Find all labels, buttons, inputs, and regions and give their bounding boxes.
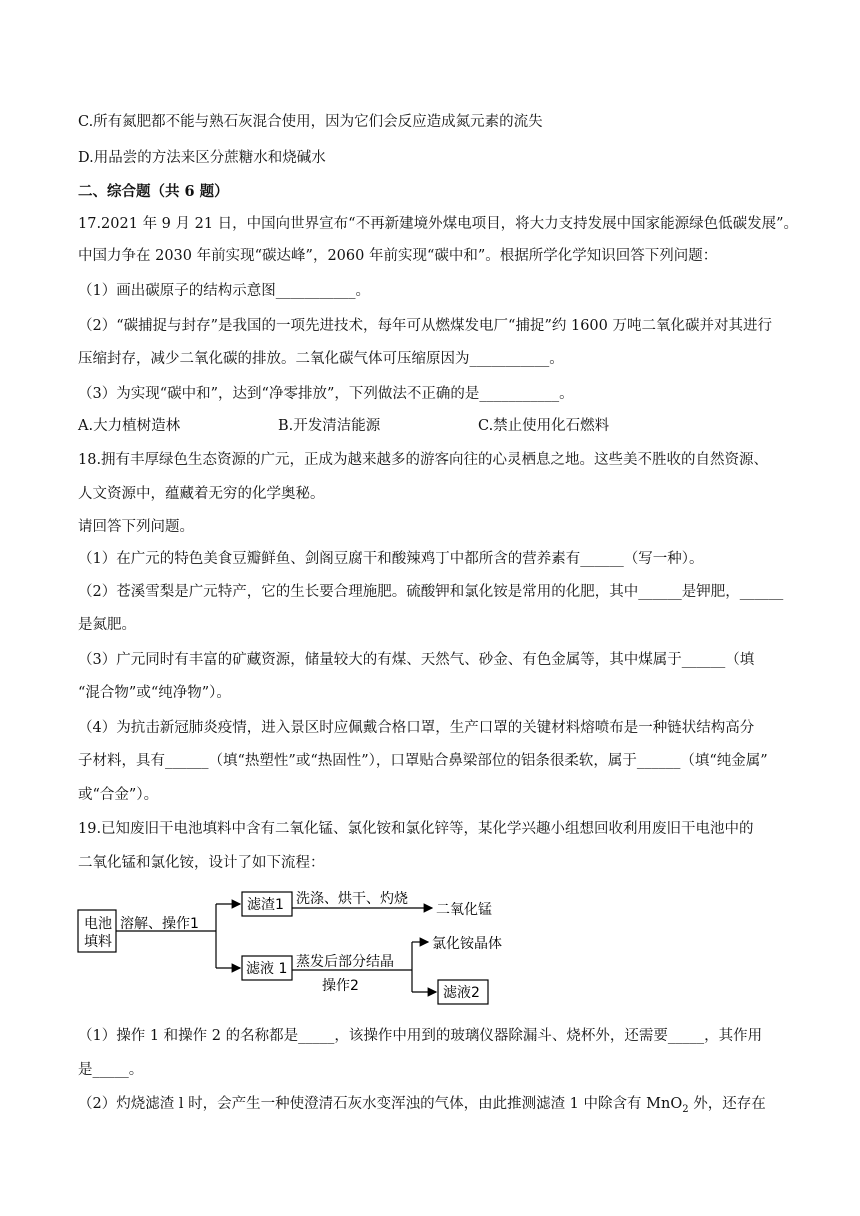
- q18-text-1: 18.拥有丰厚绿色生态资源的广元，正成为越来越多的游客向往的心灵栖息之地。这些美不胜收的自然资源、: [78, 452, 769, 468]
- option-d-prev: D.用品尝的方法来区分蔗糖水和烧碱水: [78, 150, 326, 166]
- q17-text-1: 17.2021 年 9 月 21 日，中国向世界宣布“不再新建境外煤电项目，将大力支持发展中国家能源绿色低碳发展”。: [78, 216, 799, 232]
- residue-action: 洗涤、烘干、灼烧: [296, 891, 408, 907]
- q19-part2-tail: 外，还存在: [688, 1096, 766, 1112]
- product2-label: 氯化铵晶体: [432, 936, 502, 952]
- q17-option-b: B.开发清洁能源: [278, 418, 381, 434]
- q17-option-c: C.禁止使用化石燃料: [478, 418, 610, 434]
- q18-text-2: 人文资源中，蕴藏着无穷的化学奥秘。: [78, 486, 325, 502]
- q18-part3-2: “混合物”或“纯净物”）。: [78, 685, 231, 701]
- q17-part3: （3）为实现“碳中和”，达到“净零排放”，下列做法不正确的是___________。: [78, 386, 574, 402]
- q19-text-1: 19.已知废旧干电池填料中含有二氧化锰、氯化铵和氯化锌等，某化学兴趣小组想回收利用废旧干电池中的: [78, 821, 754, 837]
- step1-label: 溶解、操作1: [120, 916, 199, 932]
- product1-label: 二氧化锰: [436, 902, 492, 918]
- q17-part2-1: （2）“碳捕捉与封存”是我国的一项先进技术，每年可从燃煤发电厂“捕捉”约 1600 万吨二氧化碳并对其进行: [78, 318, 772, 334]
- q18-part2-2: 是氮肥。: [78, 617, 136, 633]
- section-heading: 二、综合题（共 6 题）: [78, 183, 229, 200]
- q18-part4-3: 或“合金”）。: [78, 787, 159, 803]
- start-label-top: 电池: [84, 916, 112, 932]
- residue-label: 滤渣1: [247, 897, 284, 913]
- q19-text-2: 二氧化锰和氯化铵，设计了如下流程：: [78, 855, 325, 871]
- start-label-bottom: 填料: [84, 934, 112, 950]
- q17-part1: （1）画出碳原子的结构示意图___________。: [78, 283, 370, 299]
- flow-diagram: [76, 886, 516, 1014]
- q18-prompt: 请回答下列问题。: [78, 519, 194, 535]
- q18-part1: （1）在广元的特色美食豆瓣鲜鱼、剑阁豆腐干和酸辣鸡丁中都所含的营养素有______（写一种）。: [78, 551, 704, 567]
- mno2-subscript: 2: [682, 1103, 689, 1115]
- q17-option-a: A.大力植树造林: [78, 418, 181, 434]
- q17-part2-2: 压缩封存，减少二氧化碳的排放。二氧化碳气体可压缩原因为___________。: [78, 351, 564, 367]
- q17-text-2: 中国力争在 2030 年前实现“碳达峰”，2060 年前实现“碳中和”。根据所学化学知识回答下列问题：: [78, 248, 718, 264]
- q19-part2-text: （2）灼烧滤渣 l 时，会产生一种使澄清石灰水变浑浊的气体，由此推测滤渣 1 中除含有 MnO: [78, 1096, 683, 1112]
- q18-part4-1: （4）为抗击新冠肺炎疫情，进入景区时应佩戴合格口罩，生产口罩的关键材料熔喷布是一种链状结构高分: [78, 720, 755, 736]
- filtrate-action: 蒸发后部分结晶: [296, 954, 394, 970]
- op2-label: 操作2: [322, 978, 359, 994]
- option-c-prev: C.所有氮肥都不能与熟石灰混合使用，因为它们会反应造成氮元素的流失: [78, 114, 543, 130]
- q19-part2-1: [78, 1094, 766, 1120]
- filtrate2-label: 滤液2: [443, 985, 480, 1001]
- q19-part1-2: 是_____。: [78, 1062, 144, 1078]
- q18-part2-1: （2）苍溪雪梨是广元特产，它的生长要合理施肥。硫酸钾和氯化铵是常用的化肥，其中______是钾肥，______: [78, 584, 784, 600]
- q19-part1-1: （1）操作 1 和操作 2 的名称都是_____，该操作中用到的玻璃仪器除漏斗、烧杯外，还需要_____，其作用: [78, 1028, 763, 1044]
- q18-part3-1: （3）广元同时有丰富的矿藏资源，储量较大的有煤、天然气、砂金、有色金属等，其中煤属于______（填: [78, 652, 755, 668]
- q18-part4-2: 子材料，具有______（填“热塑性”或“热固性”），口罩贴合鼻梁部位的铝条很柔软，属于______（填“纯金属”: [78, 753, 768, 769]
- filtrate-label: 滤液 1: [246, 961, 288, 977]
